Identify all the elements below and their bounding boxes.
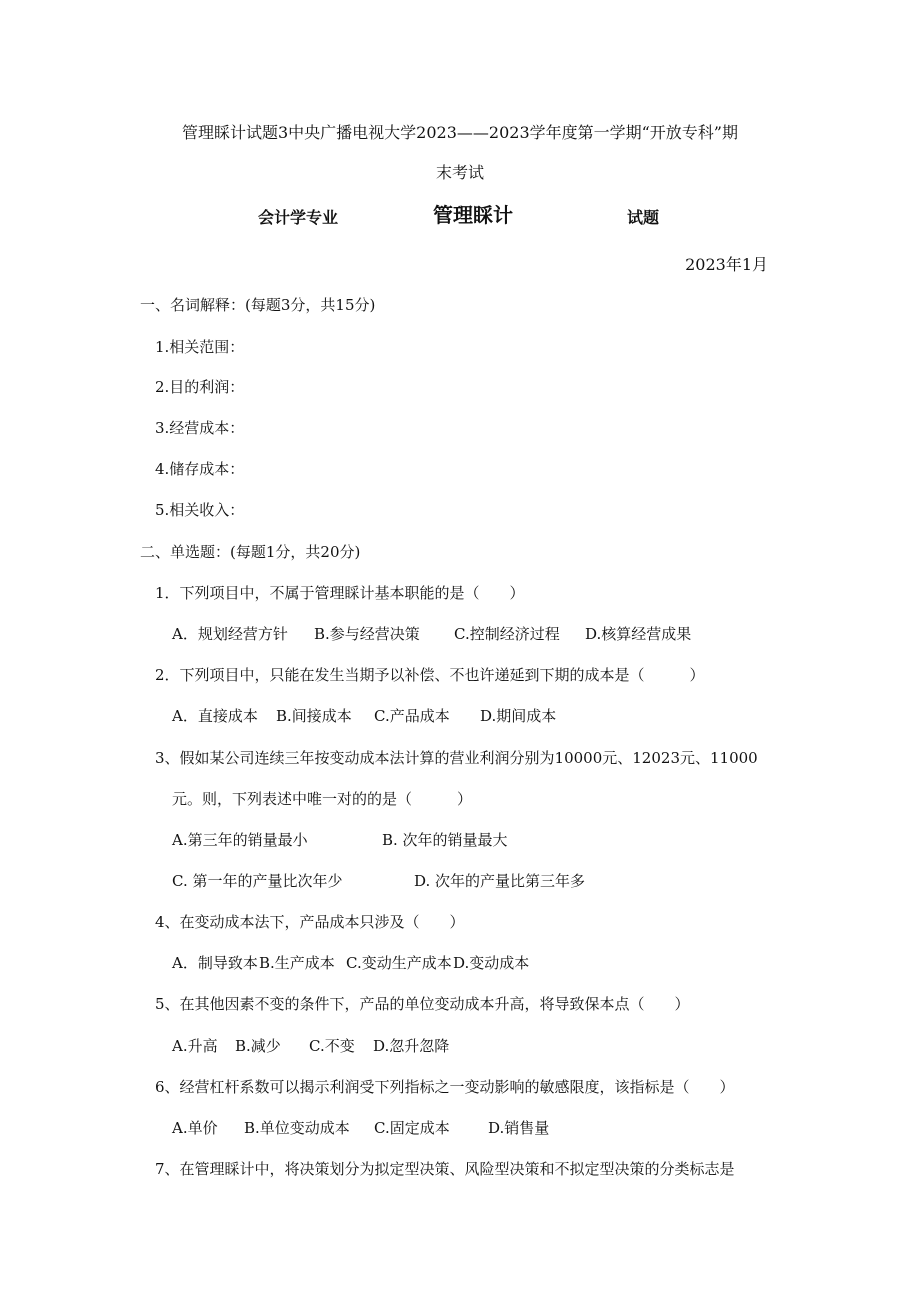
term-item: 4.储存成本： [155, 460, 245, 478]
option-d: D.变动成本 [453, 954, 530, 972]
question-2-options [172, 706, 556, 726]
option-c: C.控制经济过程 [454, 625, 560, 643]
option-b: B.间接成本 [276, 707, 352, 725]
question-3-stem-line1: 3、假如某公司连续三年按变动成本法计算的营业利润分别为10000元、12023元、11000 [155, 749, 758, 767]
document-title-line2: 末考试 [435, 163, 484, 182]
question-4-options [172, 953, 529, 973]
question-3-options-row2 [172, 871, 585, 891]
option-c: C.不变 [309, 1037, 355, 1055]
option-a: A.单价 [172, 1119, 218, 1137]
exam-label: 试题 [627, 208, 660, 227]
question-5-options [172, 1036, 449, 1056]
option-b: B.参与经营决策 [314, 625, 420, 643]
term-item: 3.经营成本： [155, 419, 245, 437]
section1-heading: 一、名词解释：(每题3分，共15分) [140, 296, 376, 314]
question-4-stem: 4、在变动成本法下，产品成本只涉及（ ） [155, 913, 465, 931]
question-3-options-row1 [172, 830, 508, 850]
term-item: 1.相关范围： [155, 338, 245, 356]
question-1-options [172, 624, 691, 644]
term-item: 2.目的利润： [155, 378, 245, 396]
option-d: D. 次年的产量比第三年多 [414, 872, 586, 890]
section2-heading: 二、单选题：(每题1分，共20分) [140, 543, 361, 561]
document-title-line1: 管理睬计试题3中央广播电视大学2023——2023学年度第一学期“开放专科”期 [182, 123, 738, 142]
option-b: B.减少 [235, 1037, 281, 1055]
question-5-stem: 5、在其他因素不变的条件下，产品的单位变动成本升高，将导致保本点（ ） [155, 995, 690, 1013]
question-2-stem: 2．下列项目中，只能在发生当期予以补偿、不也许递延到下期的成本是（ ） [155, 666, 705, 684]
question-3-stem-line2: 元。则，下列表述中唯一对的的是（ ） [172, 790, 473, 808]
option-a: A．直接成本 [172, 707, 258, 725]
option-d: D.销售量 [488, 1119, 550, 1137]
option-a: A.升高 [172, 1037, 218, 1055]
course-label: 管理睬计 [433, 203, 513, 227]
option-c: C.变动生产成本 [346, 954, 452, 972]
question-6-options [172, 1118, 549, 1138]
question-1-stem: 1．下列项目中，不属于管理睬计基本职能的是（ ） [155, 584, 525, 602]
question-7-stem: 7、在管理睬计中，将决策划分为拟定型决策、风险型决策和不拟定型决策的分类标志是 [155, 1160, 735, 1178]
option-b: B. 次年的销量最大 [382, 831, 508, 849]
option-b: B.单位变动成本 [244, 1119, 350, 1137]
term-item: 5.相关收入： [155, 501, 245, 519]
option-b: B.生产成本 [259, 954, 335, 972]
option-d: D.期间成本 [480, 707, 557, 725]
option-c: C.产品成本 [374, 707, 450, 725]
option-d: D.忽升忽降 [373, 1037, 450, 1055]
option-a: A．规划经营方针 [172, 625, 288, 643]
option-a: A．制导致本 [172, 954, 258, 972]
exam-date: 2023年1月 [685, 255, 768, 274]
option-d: D.核算经营成果 [585, 625, 692, 643]
option-c: C. 第一年的产量比次年少 [172, 872, 343, 890]
major-label: 会计学专业 [258, 208, 339, 227]
option-a: A.第三年的销量最小 [172, 831, 308, 849]
question-6-stem: 6、经营杠杆系数可以揭示利润受下列指标之一变动影响的敏感限度，该指标是（ ） [155, 1078, 735, 1096]
option-c: C.固定成本 [374, 1119, 450, 1137]
